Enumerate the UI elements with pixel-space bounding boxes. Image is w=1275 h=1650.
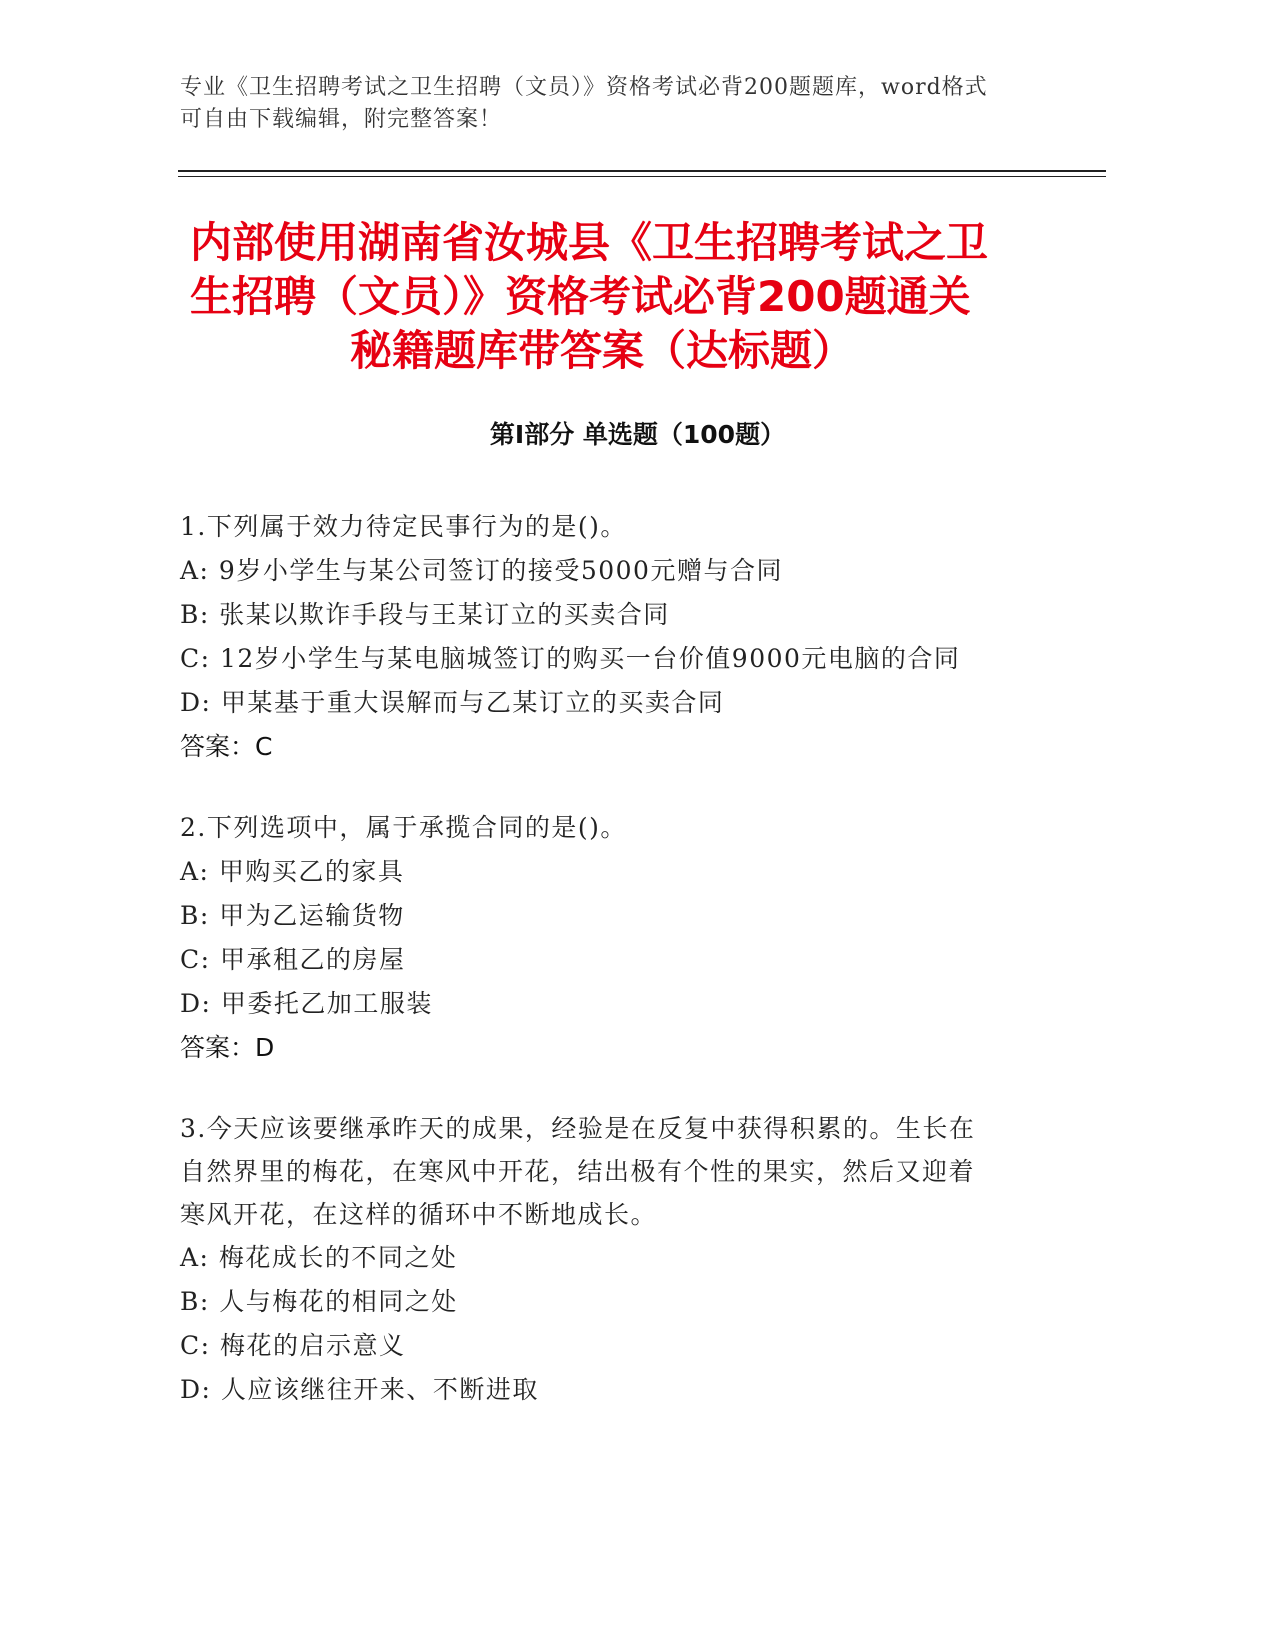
header-rule-thin (178, 176, 1106, 177)
answer-text: 答案：D (180, 1033, 275, 1062)
question-stem: 2.下列选项中，属于承揽合同的是()。 (180, 813, 627, 842)
option-b: B: 人与梅花的相同之处 (180, 1287, 458, 1316)
document-title (190, 216, 1030, 378)
option-b: B: 张某以欺诈手段与王某订立的买卖合同 (180, 600, 670, 629)
header-note (180, 72, 1040, 136)
header-note-line2: 可自由下载编辑，附完整答案！ (180, 107, 503, 132)
header-note-line1: 专业《卫生招聘考试之卫生招聘（文员）》资格考试必背200题题库，word格式 (180, 75, 988, 100)
option-d: D: 人应该继往开来、不断进取 (180, 1375, 539, 1404)
title-line1: 内部使用湖南省汝城县《卫生招聘考试之卫 (190, 218, 989, 267)
option-c: C: 甲承租乙的房屋 (180, 945, 406, 974)
option-d: D: 甲委托乙加工服装 (180, 989, 433, 1018)
question-item (180, 505, 1030, 769)
question-stem: 1.下列属于效力待定民事行为的是()。 (180, 512, 627, 541)
question-item (180, 806, 1030, 1070)
option-d: D: 甲某基于重大误解而与乙某订立的买卖合同 (180, 688, 725, 717)
option-b: B: 甲为乙运输货物 (180, 901, 405, 930)
title-line2: 生招聘（文员）》资格考试必背200题通关 (190, 272, 971, 321)
question-item (180, 1107, 1030, 1412)
option-a: A: 甲购买乙的家具 (180, 857, 405, 886)
option-c: C: 12岁小学生与某电脑城签订的购买一台价值9000元电脑的合同 (180, 644, 961, 673)
question-list (180, 505, 1030, 1449)
option-c: C: 梅花的启示意义 (180, 1331, 406, 1360)
question-stem-line2: 自然界里的梅花，在寒风中开花，结出极有个性的果实，然后又迎着 (180, 1157, 976, 1186)
answer-text: 答案：C (180, 732, 273, 761)
question-stem-line1: 3.今天应该要继承昨天的成果，经验是在反复中获得积累的。生长在 (180, 1114, 976, 1143)
header-rule-thick (178, 170, 1106, 172)
title-line3: 秘籍题库带答案（达标题） (350, 326, 855, 375)
section-heading: 第Ⅰ部分 单选题（100题） (489, 420, 786, 449)
option-a: A: 9岁小学生与某公司签订的接受5000元赠与合同 (180, 556, 783, 585)
option-a: A: 梅花成长的不同之处 (180, 1243, 458, 1272)
question-stem-line3: 寒风开花，在这样的循环中不断地成长。 (180, 1200, 658, 1229)
